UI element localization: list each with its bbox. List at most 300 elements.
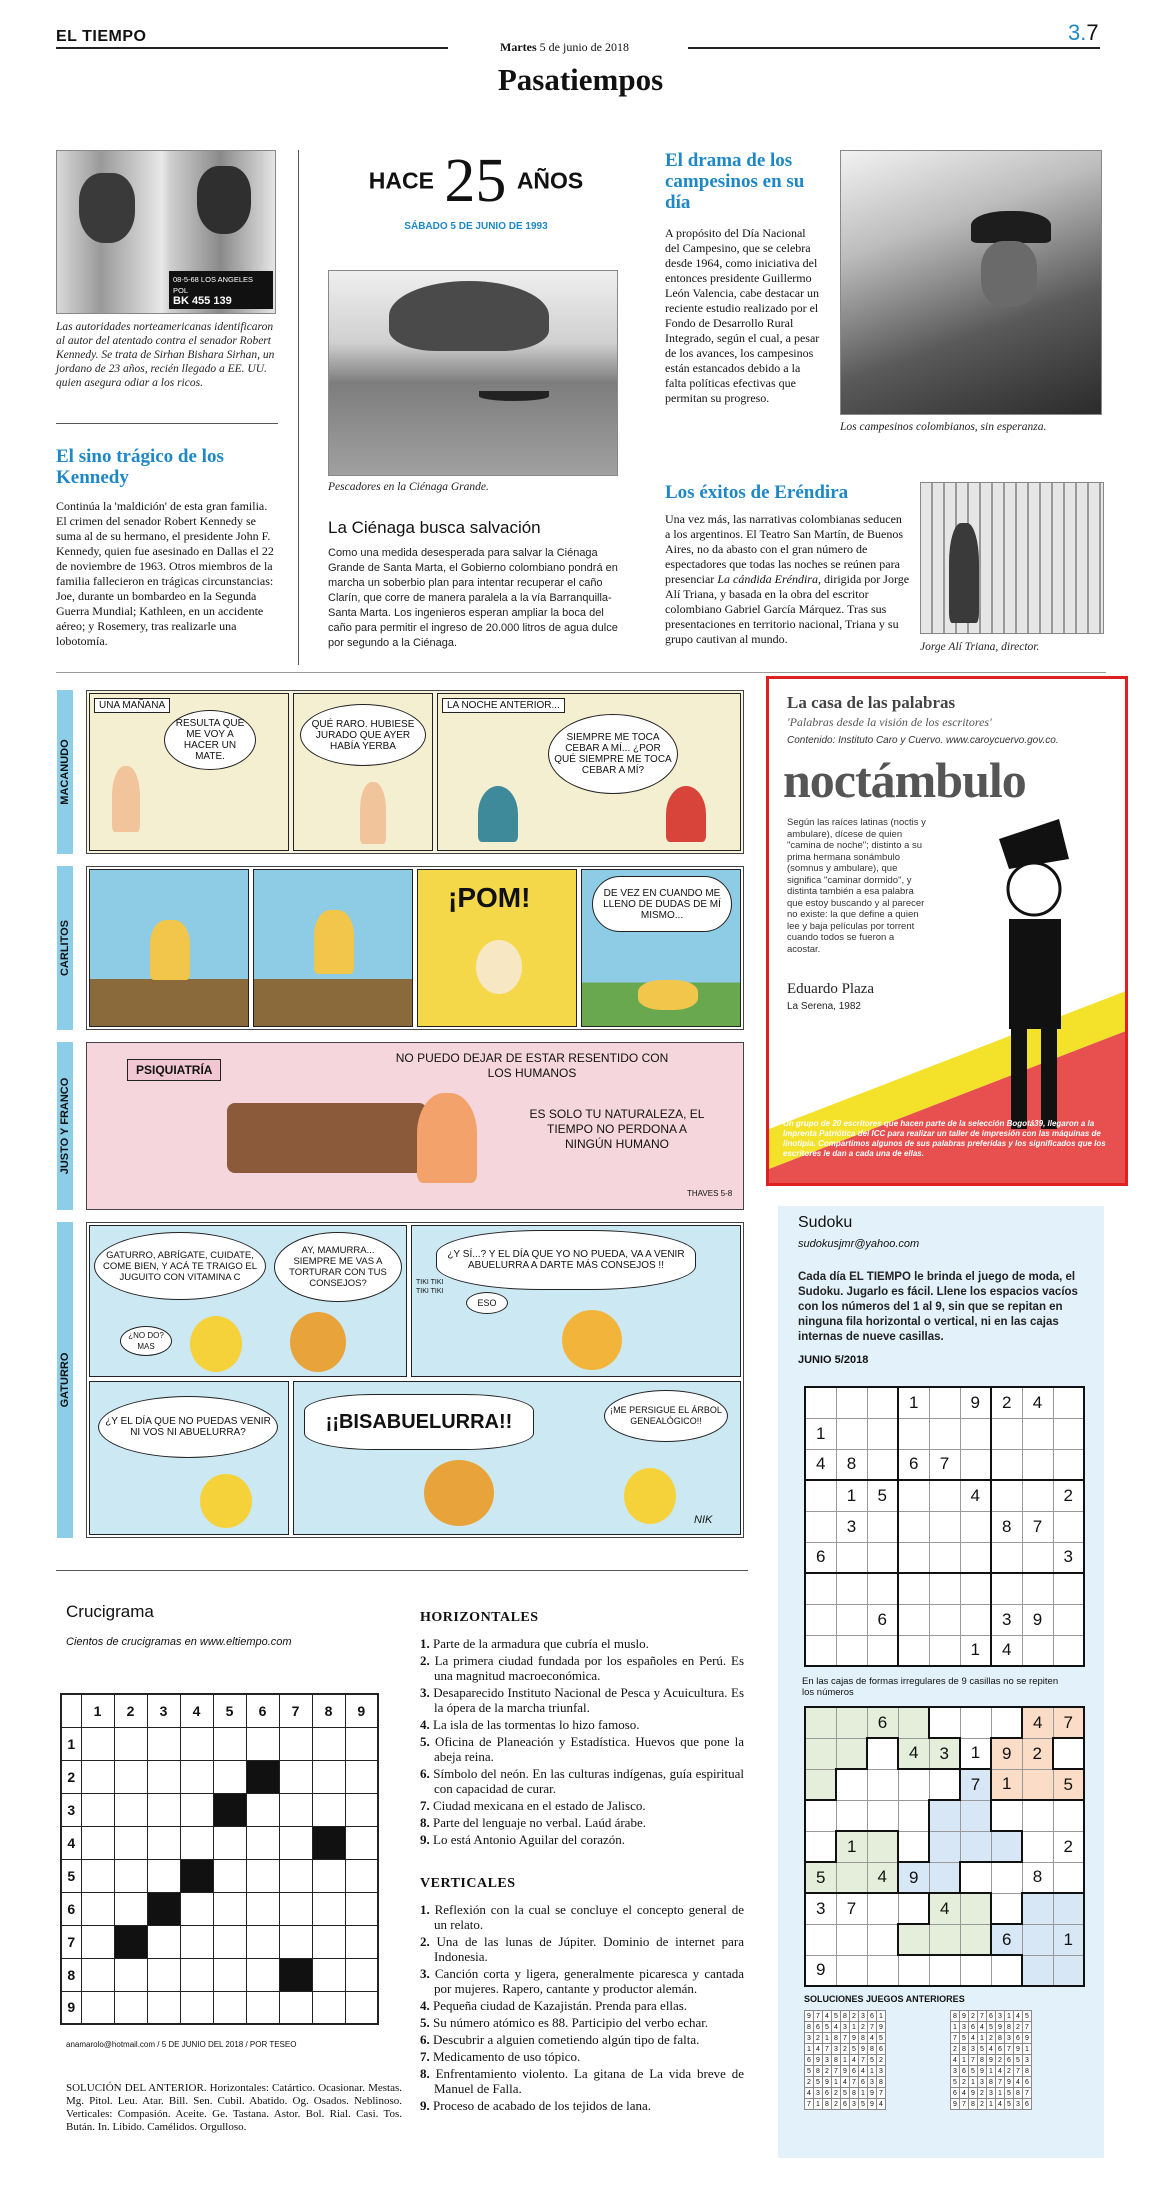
sudoku-cell[interactable] [929, 1418, 960, 1449]
sudoku-cell[interactable]: 3 [805, 1893, 836, 1924]
sudoku-cell[interactable] [867, 1955, 898, 1986]
clue-number: 6. [420, 1766, 434, 1781]
sudoku-cell[interactable] [898, 1769, 929, 1800]
sudoku-cell[interactable] [929, 1542, 960, 1573]
crossword-black-cell [114, 1925, 147, 1958]
crossword-cell[interactable] [279, 1793, 312, 1826]
sudoku-cell[interactable]: 9 [898, 1862, 929, 1893]
sudoku-cell[interactable] [898, 1480, 929, 1511]
rfk-mugshot-photo [56, 150, 276, 314]
sudoku-cell[interactable]: 5 [867, 1480, 898, 1511]
sudoku-cell[interactable] [1022, 1831, 1053, 1862]
sudoku-cell[interactable]: 4 [898, 1738, 929, 1769]
sudoku-cell[interactable] [1022, 1418, 1053, 1449]
crossword-cell[interactable] [147, 1958, 180, 1991]
crossword-row-number: 8 [61, 1958, 81, 1991]
crossword-cell[interactable] [213, 1892, 246, 1925]
crossword-cell[interactable] [246, 1727, 279, 1760]
sudoku-cell[interactable] [898, 1542, 929, 1573]
sudoku-cell[interactable] [898, 1511, 929, 1542]
solution-row [805, 2099, 886, 2110]
sudoku-cell[interactable] [1053, 1387, 1084, 1418]
sudoku-cell[interactable] [960, 1800, 991, 1831]
sudoku-cell[interactable] [929, 1480, 960, 1511]
solution-cell: 9 [996, 2022, 1005, 2033]
sudoku-cell[interactable] [960, 1604, 991, 1635]
solution-cell: 6 [1023, 2099, 1032, 2110]
solution-cell: 2 [850, 2011, 859, 2022]
crossword-cell[interactable] [312, 1892, 345, 1925]
crossword-cell[interactable] [147, 1991, 180, 2024]
sudoku-cell[interactable] [1022, 1635, 1053, 1666]
crossword-cell[interactable] [312, 1859, 345, 1892]
crossword-cell[interactable] [279, 1991, 312, 2024]
solution-cell: 7 [859, 2055, 868, 2066]
sudoku-cell[interactable] [898, 1707, 929, 1738]
sudoku-cell[interactable]: 2 [1053, 1480, 1084, 1511]
sudoku-cell[interactable]: 9 [805, 1955, 836, 1986]
crossword-cell[interactable] [180, 1892, 213, 1925]
sudoku-cell[interactable] [805, 1573, 836, 1604]
crossword-cell[interactable] [246, 1958, 279, 1991]
sudoku-cell[interactable] [898, 1573, 929, 1604]
sudoku-cell[interactable] [960, 1955, 991, 1986]
sudoku-cell[interactable] [867, 1511, 898, 1542]
sudoku-cell[interactable] [867, 1769, 898, 1800]
solution-cell: 9 [841, 2066, 850, 2077]
crossword-cell[interactable] [114, 1727, 147, 1760]
solution-cell: 2 [823, 2066, 832, 2077]
sudoku-cell[interactable] [991, 1542, 1022, 1573]
crossword-cell[interactable] [180, 1760, 213, 1793]
sudoku-cell[interactable] [1022, 1800, 1053, 1831]
macanudo-panel-2 [293, 693, 433, 851]
sudoku-cell[interactable] [929, 1831, 960, 1862]
sudoku-cell[interactable] [805, 1831, 836, 1862]
gaturro-panel-2 [411, 1225, 741, 1377]
sudoku-cell[interactable] [929, 1511, 960, 1542]
sudoku-cell[interactable] [1053, 1800, 1084, 1831]
sudoku-cell[interactable]: 4 [805, 1449, 836, 1480]
crossword-cell[interactable] [114, 1892, 147, 1925]
sudoku-panel [778, 1206, 1104, 2158]
crossword-grid[interactable] [60, 1693, 379, 2025]
sudoku-cell[interactable]: 1 [991, 1769, 1022, 1800]
solution-cell: 7 [996, 2077, 1005, 2088]
crossword-cell[interactable] [147, 1826, 180, 1859]
crossword-cell[interactable] [345, 1826, 378, 1859]
sudoku-cell[interactable]: 5 [1053, 1769, 1084, 1800]
sudoku-cell[interactable]: 9 [1022, 1604, 1053, 1635]
sudoku-cell[interactable] [1022, 1542, 1053, 1573]
crossword-cell[interactable] [345, 1925, 378, 1958]
crossword-cell[interactable] [345, 1727, 378, 1760]
sudoku-cell[interactable] [805, 1387, 836, 1418]
sudoku-cell[interactable] [929, 1635, 960, 1666]
sudoku-cell[interactable] [867, 1831, 898, 1862]
crossword-cell[interactable] [246, 1892, 279, 1925]
crossword-cell[interactable] [180, 1727, 213, 1760]
sudoku-cell[interactable] [836, 1542, 867, 1573]
crossword-cell[interactable] [213, 1859, 246, 1892]
sudoku-cell[interactable] [805, 1511, 836, 1542]
horizontales-title: HORIZONTALES [420, 1610, 539, 1625]
crossword-cell[interactable] [114, 1760, 147, 1793]
sudoku-cell[interactable] [836, 1707, 867, 1738]
solution-cell: 5 [850, 2044, 859, 2055]
sudoku-cell[interactable]: 8 [1022, 1862, 1053, 1893]
sudoku-cell[interactable] [898, 1831, 929, 1862]
crossword-cell[interactable] [345, 1760, 378, 1793]
crossword-cell[interactable] [81, 1793, 114, 1826]
crossword-cell[interactable] [312, 1925, 345, 1958]
crossword-cell[interactable] [312, 1727, 345, 1760]
solution-cell: 3 [805, 2033, 814, 2044]
sudoku-cell[interactable] [929, 1862, 960, 1893]
sudoku-cell[interactable] [1053, 1604, 1084, 1635]
crossword-row [61, 1727, 378, 1760]
solution-cell: 7 [960, 2099, 969, 2110]
sudoku-cell[interactable] [991, 1418, 1022, 1449]
sudoku-cell[interactable] [960, 1449, 991, 1480]
sudoku-cell[interactable]: 1 [1053, 1924, 1084, 1955]
sudoku-cell[interactable]: 7 [929, 1449, 960, 1480]
crossword-cell[interactable] [81, 1727, 114, 1760]
clue-text: Medicamento de uso tópico. [433, 2049, 581, 2064]
sudoku-cell[interactable]: 1 [836, 1831, 867, 1862]
crossword-cell[interactable] [147, 1793, 180, 1826]
sudoku-cell[interactable] [805, 1480, 836, 1511]
mugshot-sign [169, 271, 273, 309]
sudoku-cell[interactable] [836, 1418, 867, 1449]
sudoku-cell[interactable] [960, 1542, 991, 1573]
sudoku-cell[interactable] [836, 1604, 867, 1635]
sudoku-cell[interactable] [991, 1862, 1022, 1893]
sudoku-cell[interactable] [929, 1573, 960, 1604]
crossword-col-number: 9 [345, 1694, 378, 1727]
sudoku-cell[interactable]: 4 [991, 1635, 1022, 1666]
crossword-cell[interactable] [312, 1793, 345, 1826]
crossword-cell[interactable] [180, 1958, 213, 1991]
sudoku-cell[interactable] [1022, 1955, 1053, 1986]
solution-cell: 1 [1023, 2044, 1032, 2055]
sudoku-cell[interactable] [867, 1800, 898, 1831]
sudoku-cell[interactable] [960, 1707, 991, 1738]
sudoku-row [805, 1418, 1084, 1449]
sudoku-cell[interactable] [1053, 1738, 1084, 1769]
crossword-cell[interactable] [345, 1892, 378, 1925]
sudoku-cell[interactable] [1053, 1511, 1084, 1542]
sudoku-cell[interactable] [836, 1635, 867, 1666]
sudoku-cell[interactable]: 1 [805, 1418, 836, 1449]
clue-text: Enfrentamiento violento. La gitana de La vida breve de Manuel de Falla. [434, 2066, 744, 2096]
crossword-cell[interactable] [147, 1760, 180, 1793]
crossword-black-cell [213, 1793, 246, 1826]
sudoku-cell[interactable]: 4 [929, 1893, 960, 1924]
crossword-cell[interactable] [114, 1991, 147, 2024]
crossword-cell[interactable] [147, 1727, 180, 1760]
crossword-cell[interactable] [213, 1958, 246, 1991]
sudoku-cell[interactable]: 9 [960, 1387, 991, 1418]
sudoku-cell[interactable]: 1 [960, 1635, 991, 1666]
sudoku-cell[interactable]: 2 [1053, 1831, 1084, 1862]
sudoku-cell[interactable] [929, 1387, 960, 1418]
sudoku-cell[interactable]: 1 [836, 1480, 867, 1511]
crossword-cell[interactable] [213, 1925, 246, 1958]
sudoku-cell[interactable] [1022, 1769, 1053, 1800]
solution-cell: 2 [996, 2055, 1005, 2066]
solution-cell: 6 [814, 2022, 823, 2033]
crossword-cell[interactable] [312, 1958, 345, 1991]
crossword-col-number: 8 [312, 1694, 345, 1727]
solution-cell: 2 [987, 2033, 996, 2044]
sudoku-cell[interactable]: 8 [991, 1511, 1022, 1542]
sudoku-cell[interactable] [1022, 1480, 1053, 1511]
sudoku-cell[interactable]: 6 [991, 1924, 1022, 1955]
solution-cell: 6 [868, 2011, 877, 2022]
crossword-cell[interactable] [81, 1991, 114, 2024]
sudoku-cell[interactable] [1053, 1635, 1084, 1666]
sudoku-cell[interactable] [836, 1800, 867, 1831]
crossword-cell[interactable] [213, 1727, 246, 1760]
sudoku-cell[interactable]: 1 [898, 1387, 929, 1418]
sudoku-cell[interactable] [1022, 1893, 1053, 1924]
sudoku-cell[interactable]: 1 [960, 1738, 991, 1769]
sudoku-cell[interactable]: 4 [960, 1480, 991, 1511]
crossword-cell[interactable] [246, 1925, 279, 1958]
crossword-cell[interactable] [81, 1826, 114, 1859]
sudoku-cell[interactable] [867, 1542, 898, 1573]
sudoku-cell[interactable] [929, 1707, 960, 1738]
sudoku-cell[interactable] [867, 1738, 898, 1769]
sudoku-cell[interactable] [991, 1573, 1022, 1604]
crossword-cell[interactable] [279, 1727, 312, 1760]
campesino-photo [840, 150, 1102, 415]
crossword-cell[interactable] [81, 1760, 114, 1793]
crossword-cell[interactable] [147, 1859, 180, 1892]
sudoku-cell[interactable] [898, 1893, 929, 1924]
sudoku-cell[interactable] [867, 1635, 898, 1666]
anos-word: AÑOS [516, 167, 584, 194]
solution-cell: 1 [868, 2066, 877, 2077]
sudoku-cell[interactable] [898, 1635, 929, 1666]
crossword-col-number: 7 [279, 1694, 312, 1727]
sudoku-cell[interactable] [960, 1511, 991, 1542]
sudoku-cell[interactable] [867, 1387, 898, 1418]
crossword-cell[interactable] [213, 1991, 246, 2024]
sudoku-cell[interactable] [960, 1831, 991, 1862]
crossword-cell[interactable] [246, 1859, 279, 1892]
solution-cell: 9 [814, 2055, 823, 2066]
macanudo-label-text: MACANUDO [59, 739, 71, 805]
crossword-row [61, 1991, 378, 2024]
solution-row [805, 2022, 886, 2033]
sudoku-cell[interactable] [929, 1604, 960, 1635]
crossword-cell[interactable] [213, 1826, 246, 1859]
crossword-cell[interactable] [180, 1991, 213, 2024]
solution-cell: 9 [877, 2022, 886, 2033]
sudoku-cell[interactable] [867, 1573, 898, 1604]
sudoku-row [805, 1924, 1084, 1955]
sudoku-cell[interactable] [1053, 1862, 1084, 1893]
crossword-cell[interactable] [81, 1892, 114, 1925]
sudoku-cell[interactable]: 2 [991, 1387, 1022, 1418]
crossword-cell[interactable] [147, 1925, 180, 1958]
sudoku-cell[interactable] [1022, 1449, 1053, 1480]
solution-cell: 1 [951, 2022, 960, 2033]
sudoku-cell[interactable] [836, 1573, 867, 1604]
crossword-cell[interactable] [279, 1892, 312, 1925]
solution-cell: 5 [1005, 2099, 1014, 2110]
sudoku-cell[interactable] [991, 1800, 1022, 1831]
sudoku-cell[interactable]: 4 [1022, 1707, 1053, 1738]
date-day: Martes [500, 40, 537, 54]
sudoku-cell[interactable]: 6 [898, 1449, 929, 1480]
sudoku-cell[interactable]: 4 [1022, 1387, 1053, 1418]
sudoku-cell[interactable]: 6 [867, 1707, 898, 1738]
sudoku-cell[interactable] [836, 1738, 867, 1769]
sudoku-cell[interactable] [898, 1924, 929, 1955]
solution-cell: 5 [841, 2088, 850, 2099]
sudoku-cell[interactable] [1053, 1418, 1084, 1449]
solution-cell: 8 [969, 2099, 978, 2110]
sudoku-cell[interactable] [898, 1800, 929, 1831]
solution-cell: 2 [814, 2033, 823, 2044]
clue-number: 7. [420, 2049, 433, 2064]
sudoku-cell[interactable] [898, 1604, 929, 1635]
solution-cell: 4 [978, 2022, 987, 2033]
crossword-cell[interactable] [312, 1760, 345, 1793]
crossword-cell[interactable] [81, 1958, 114, 1991]
crossword-cell[interactable] [279, 1859, 312, 1892]
sudoku-cell[interactable] [1053, 1893, 1084, 1924]
sudoku-cell[interactable]: 5 [805, 1862, 836, 1893]
section-title: Pasatiempos [497, 62, 664, 97]
sudoku-cell[interactable] [960, 1893, 991, 1924]
crossword-cell[interactable] [81, 1859, 114, 1892]
crossword-cell[interactable] [213, 1760, 246, 1793]
sudoku-cell[interactable] [991, 1480, 1022, 1511]
crossword-cell[interactable] [246, 1793, 279, 1826]
sudoku-cell[interactable] [929, 1924, 960, 1955]
cienaga-caption: Pescadores en la Ciénaga Grande. [328, 481, 489, 493]
brand-logo: EL TIEMPO [56, 28, 147, 45]
sudoku-cell[interactable]: 8 [836, 1449, 867, 1480]
sudoku-cell[interactable] [960, 1418, 991, 1449]
sudoku-cell[interactable] [805, 1635, 836, 1666]
sudoku-cell[interactable] [960, 1862, 991, 1893]
crossword-cell[interactable] [246, 1826, 279, 1859]
sudoku-cell[interactable] [805, 1800, 836, 1831]
sudoku-cell[interactable]: 3 [1053, 1542, 1084, 1573]
sudoku-cell[interactable] [836, 1769, 867, 1800]
sudoku-cell[interactable] [836, 1924, 867, 1955]
crossword-cell[interactable] [114, 1958, 147, 1991]
sudoku-cell[interactable]: 3 [836, 1511, 867, 1542]
sudoku-cell[interactable] [960, 1924, 991, 1955]
crossword-cell[interactable] [345, 1958, 378, 1991]
crossword-cell[interactable] [180, 1925, 213, 1958]
crossword-cell[interactable] [345, 1793, 378, 1826]
sudoku-row [805, 1831, 1084, 1862]
sudoku-cell[interactable]: 7 [960, 1769, 991, 1800]
sudoku-cell[interactable] [867, 1893, 898, 1924]
crossword-cell[interactable] [246, 1991, 279, 2024]
crossword-cell[interactable] [312, 1991, 345, 2024]
sudoku-cell[interactable] [960, 1573, 991, 1604]
sudoku-cell[interactable] [805, 1707, 836, 1738]
sudoku-cell[interactable]: 6 [867, 1604, 898, 1635]
solution-cell: 9 [978, 2066, 987, 2077]
crossword-cell[interactable] [180, 1826, 213, 1859]
crossword-cell[interactable] [114, 1826, 147, 1859]
sudoku-cell[interactable] [1053, 1573, 1084, 1604]
sudoku-cell[interactable] [1053, 1955, 1084, 1986]
crossword-cell[interactable] [180, 1793, 213, 1826]
sudoku-cell[interactable]: 7 [836, 1893, 867, 1924]
sudoku-cell[interactable]: 7 [1053, 1707, 1084, 1738]
solution-cell: 1 [832, 2077, 841, 2088]
sudoku-cell[interactable] [805, 1769, 836, 1800]
sudoku-cell[interactable] [898, 1955, 929, 1986]
sudoku-cell[interactable] [991, 1449, 1022, 1480]
sudoku-cell[interactable] [991, 1831, 1022, 1862]
sudoku-cell[interactable]: 6 [805, 1542, 836, 1573]
crossword-cell[interactable] [114, 1793, 147, 1826]
sudoku-cell[interactable] [1053, 1449, 1084, 1480]
solution-cell: 2 [832, 2088, 841, 2099]
sudoku-cell[interactable] [1022, 1573, 1053, 1604]
sudoku-cell[interactable]: 7 [1022, 1511, 1053, 1542]
sudoku-cell[interactable]: 3 [991, 1604, 1022, 1635]
sudoku-cell[interactable] [898, 1418, 929, 1449]
palabras-title: La casa de las palabras [787, 693, 956, 712]
sudoku-cell[interactable]: 3 [929, 1738, 960, 1769]
sudoku-cell[interactable] [867, 1418, 898, 1449]
sudoku-cell[interactable] [929, 1955, 960, 1986]
crossword-cell[interactable] [279, 1760, 312, 1793]
sudoku-cell[interactable] [836, 1862, 867, 1893]
solution-cell: 9 [823, 2077, 832, 2088]
sudoku-cell[interactable] [867, 1924, 898, 1955]
sudoku-cell[interactable] [836, 1955, 867, 1986]
sudoku-cell[interactable] [929, 1800, 960, 1831]
crossword-cell[interactable] [345, 1991, 378, 2024]
sudoku-cell[interactable] [991, 1955, 1022, 1986]
sudoku-cell[interactable] [805, 1924, 836, 1955]
sudoku-cell[interactable] [805, 1604, 836, 1635]
solution-cell: 5 [987, 2022, 996, 2033]
sudoku-cell[interactable]: 9 [991, 1738, 1022, 1769]
sudoku-cell[interactable] [991, 1893, 1022, 1924]
crossword-cell[interactable] [345, 1859, 378, 1892]
sudoku-cell[interactable]: 2 [1022, 1738, 1053, 1769]
sudoku-cell[interactable]: 4 [867, 1862, 898, 1893]
sudoku-cell[interactable] [867, 1449, 898, 1480]
sudoku-cell[interactable] [991, 1707, 1022, 1738]
crossword-cell[interactable] [279, 1826, 312, 1859]
gaturro-signature: NIK [694, 1514, 713, 1526]
crossword-cell[interactable] [114, 1859, 147, 1892]
crossword-cell[interactable] [279, 1925, 312, 1958]
sudoku-cell[interactable] [929, 1769, 960, 1800]
sudoku-cell[interactable] [805, 1738, 836, 1769]
justo-franco-strip [86, 1042, 744, 1210]
sudoku-cell[interactable] [836, 1387, 867, 1418]
sudoku-cell[interactable] [1022, 1924, 1053, 1955]
crossword-cell[interactable] [81, 1925, 114, 1958]
date-rest: 5 de junio de 2018 [539, 40, 629, 54]
